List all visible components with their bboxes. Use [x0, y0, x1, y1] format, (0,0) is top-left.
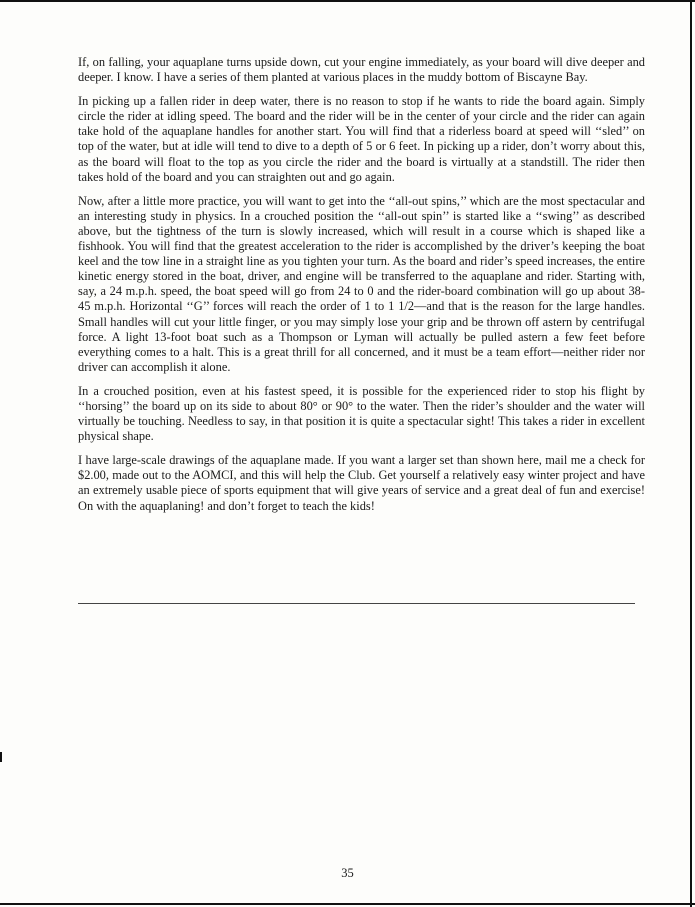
page-number: 35 — [341, 866, 354, 880]
scan-border-right — [690, 0, 692, 907]
paragraph-all-out-spins: Now, after a little more practice, you will want to get into the ‘‘all-out spins,’’ which are the most spectacular and an interesting study in physics. In a crouched position the ‘‘all-out spin’’ is started like a ‘‘swing’’ as described above, but the tightness of the turn is slowly increased, which will result in a course which is shaped like a fishhook. You will find that the greatest acceleration to the rider is accomplished by the driver’s keeping the boat keel and the tow line in a straight line as you tighten your turn. As the board and rider’s speed increases, the entire kinetic energy stored in the boat, driver, and engine will be transferred to the aquaplane and rider. Starting with, say, a 24 m.p.h. speed, the boat speed will go from 24 to 0 and the rider-board combination will go up about 38-45 m.p.h. Horizontal ‘‘G’’ forces will reach the order of 1 to 1 1/2—and that is the reason for the large handles. Small handles will cut your little finger, or you may simply lose your grip and be thrown off astern by centrifugal force. A light 13-foot boat such as a Thompson or Lyman will actually be pulled astern a few feet before everything comes to a halt. This is a great thrill for all concerned, and it must be a team effort—neither rider nor driver can accomplish it alone. — [78, 193, 645, 374]
paragraph-picking-up-rider: In picking up a fallen rider in deep water, there is no reason to stop if he wants to ride the board again. Simply circle the rider at idling speed. The board and the rider will be in the center of your circle and the rider can again take hold of the aquaplane handles for another start. You will find that a riderless board at speed will ‘‘sled’’ on top of the water, but at idle will tend to dive to a depth of 5 or 6 feet. In picking up a rider, don’t worry about this, as the board will float to the top as you circle the rider and the board is virtually at a standstill. The rider then takes hold of the board and you can straighten out and go again. — [78, 94, 645, 184]
scan-border-top — [0, 0, 695, 2]
section-divider — [78, 603, 635, 604]
scan-mark-left — [0, 752, 2, 762]
article-body — [78, 55, 645, 523]
paragraph-horsing-the-board: In a crouched position, even at his fastest speed, it is possible for the experienced rider to stop his flight by ‘‘horsing’’ the board up on its side to about 80° or 90° to the water. Then the rider’s shoulder and the water will virtually be touching. Needless to say, in that position it is quite a spectacular sight! This takes a rider in excellent physical shape. — [78, 383, 645, 444]
paragraph-drawings-offer: I have large-scale drawings of the aquaplane made. If you want a larger set than shown here, mail me a check for $2.00, made out to the AOMCI, and this will help the Club. Get yourself a relatively easy winter project and have an extremely usable piece of sports equipment that will give years of service and a great deal of fun and exercise! On with the aquaplaning! and don’t forget to teach the kids! — [78, 453, 645, 513]
scan-border-bottom — [0, 903, 695, 905]
paragraph-overturned-board: If, on falling, your aquaplane turns upside down, cut your engine immediately, as your board will dive deeper and deeper. I know. I have a series of them planted at various places in the muddy bottom of Biscayne Bay. — [78, 55, 645, 85]
